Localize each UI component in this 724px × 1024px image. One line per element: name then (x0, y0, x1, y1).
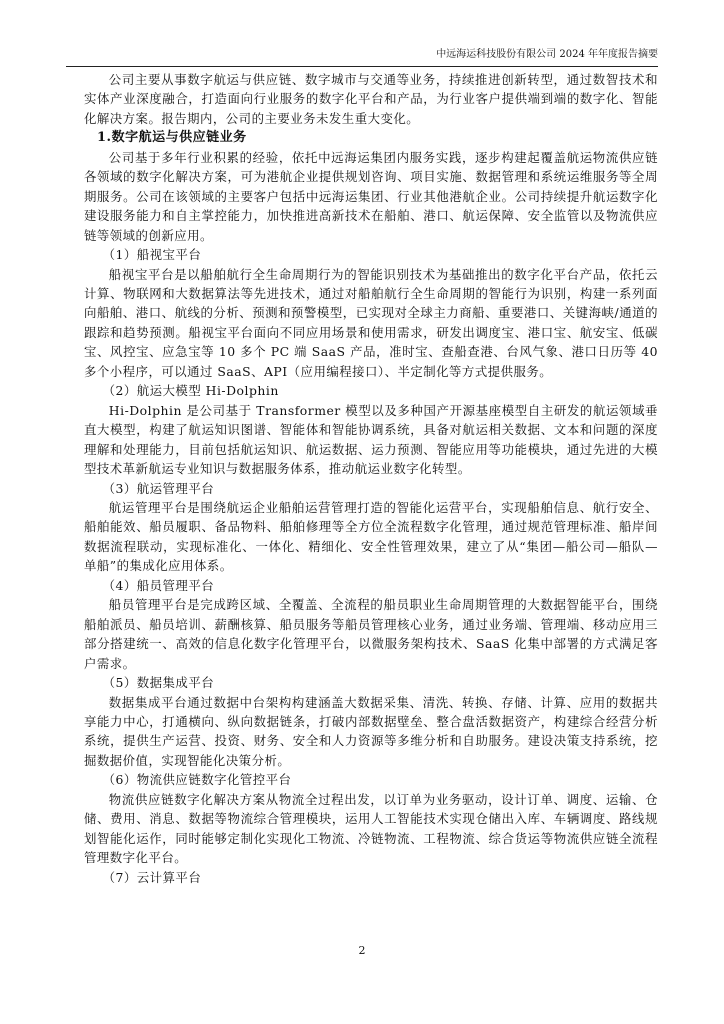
report-title: 中远海运科技股份有限公司 2024 年年度报告摘要 (436, 49, 658, 60)
subsection-title: （2）航运大模型 Hi-Dolphin (102, 383, 279, 399)
section-paragraph: 公司基于多年行业积累的经验，依托中远海运集团内服务实践，逐步构建起覆盖航运物流供应链各领域的数字化解决方案，可为港航企业提供规划咨询、项目实施、数据管理和系统运维服务等全周期服务。公司在该领域的主要客户包括中远海运集团、行业其他港航企业。公司持续提升航运数字化建设服务能力和自主掌控能力，加快推进高新技术在船舶、港口、航运保障、安全监管以及物流供应链等领域的创新应用。 (84, 149, 658, 243)
subsection-paragraph: 数据集成平台通过数据中台架构构建涵盖大数据采集、清洗、转换、存储、计算、应用的数据共享能力中心，打通横向、纵向数据链条，打破内部数据壁垒、整合盘活数据资产，构建综合经营分析系统，提供生产运营、投资、财务、安全和人力资源等多维分析和自助服务。建设决策支持系统，挖掘数据价值，实现智能化决策分析。 (84, 694, 658, 768)
subsection-title: （6）物流供应链数字化管控平台 (102, 772, 292, 788)
subsection-paragraph: Hi-Dolphin 是公司基于 Transformer 模型以及多种国产开源基座模型自主研发的航运领域垂直大模型，构建了航运知识图谱、智能体和智能协调系统，具备对航运相关数据、文本和问题的深度理解和处理能力，目前包括航运知识、航运数据、运力预测、智能应用等功能模块，通过先进的大模型技术革新航运专业知识与数据服务体系，推动航运业数字化转型。 (84, 402, 658, 477)
subsection-title: （3）航运管理平台 (102, 480, 215, 496)
page-header (66, 48, 658, 67)
subsection-title: （7）云计算平台 (102, 869, 202, 885)
subsection-paragraph: 航运管理平台是围绕航运企业船舶运营管理打造的智能化运营平台，实现船舶信息、航行安全、船舶能效、船员履职、备品物料、船舶修理等全方位全流程数字化管理，通过规范管理标准、船岸间数据流程联动，实现标准化、一体化、精细化、安全性管理效果，建立了从“集团—船公司—船队—单船”的集成化应用体系。 (84, 499, 658, 574)
section-heading: 1.数字航运与供应链业务 (97, 130, 247, 146)
subsection-paragraph: 船视宝平台是以船舶航行全生命周期行为的智能识别技术为基础推出的数字化平台产品，依托云计算、物联网和大数据算法等先进技术，通过对船舶航行全生命周期的智能行为识别，构建一系列面向船舶、港口、航线的分析、预测和预警模型，已实现对全球主力商船、重要港口、关键海峡/通道的跟踪和趋势预测。船视宝平台面向不同应用场景和使用需求，研发出调度宝、港口宝、航安宝、低碳宝、风控宝、应急宝等 10 多个 PC 端 SaaS 产品，准时宝、查船查港、台风气象、港口日历等 40 多个小程序，可以通过 SaaS、API（应用编程接口）、半定制化等方式提供服务。 (84, 266, 658, 379)
subsection-title: （1）船视宝平台 (102, 247, 202, 263)
subsection-title: （5）数据集成平台 (102, 675, 215, 691)
page-number: 2 (358, 944, 366, 957)
document-body (84, 70, 658, 887)
subsection-paragraph: 船员管理平台是完成跨区域、全覆盖、全流程的船员职业生命周期管理的大数据智能平台，围绕船舶派员、船员培训、薪酬核算、船员服务等船员管理核心业务，通过业务端、管理端、移动应用三部分搭建统一、高效的信息化数字化管理平台，以微服务架构技术、SaaS 化集中部署的方式满足客户需求。 (84, 597, 658, 671)
subsection-title: （4）船员管理平台 (102, 577, 215, 593)
subsection-paragraph: 物流供应链数字化解决方案从物流全过程出发，以订单为业务驱动，设计订单、调度、运输、仓储、费用、消息、数据等物流综合管理模块，运用人工智能技术实现仓储出入库、车辆调度、路线规划智能化运作，同时能够定制化实现化工物流、冷链物流、工程物流、综合货运等物流供应链全流程管理数字化平台。 (84, 791, 658, 866)
intro-paragraph: 公司主要从事数字航运与供应链、数字城市与交通等业务，持续推进创新转型，通过数智技术和实体产业深度融合，打造面向行业服务的数字化平台和产品，为行业客户提供端到端的数字化、智能化解决方案。报告期内，公司的主要业务未发生重大变化。 (84, 72, 658, 126)
